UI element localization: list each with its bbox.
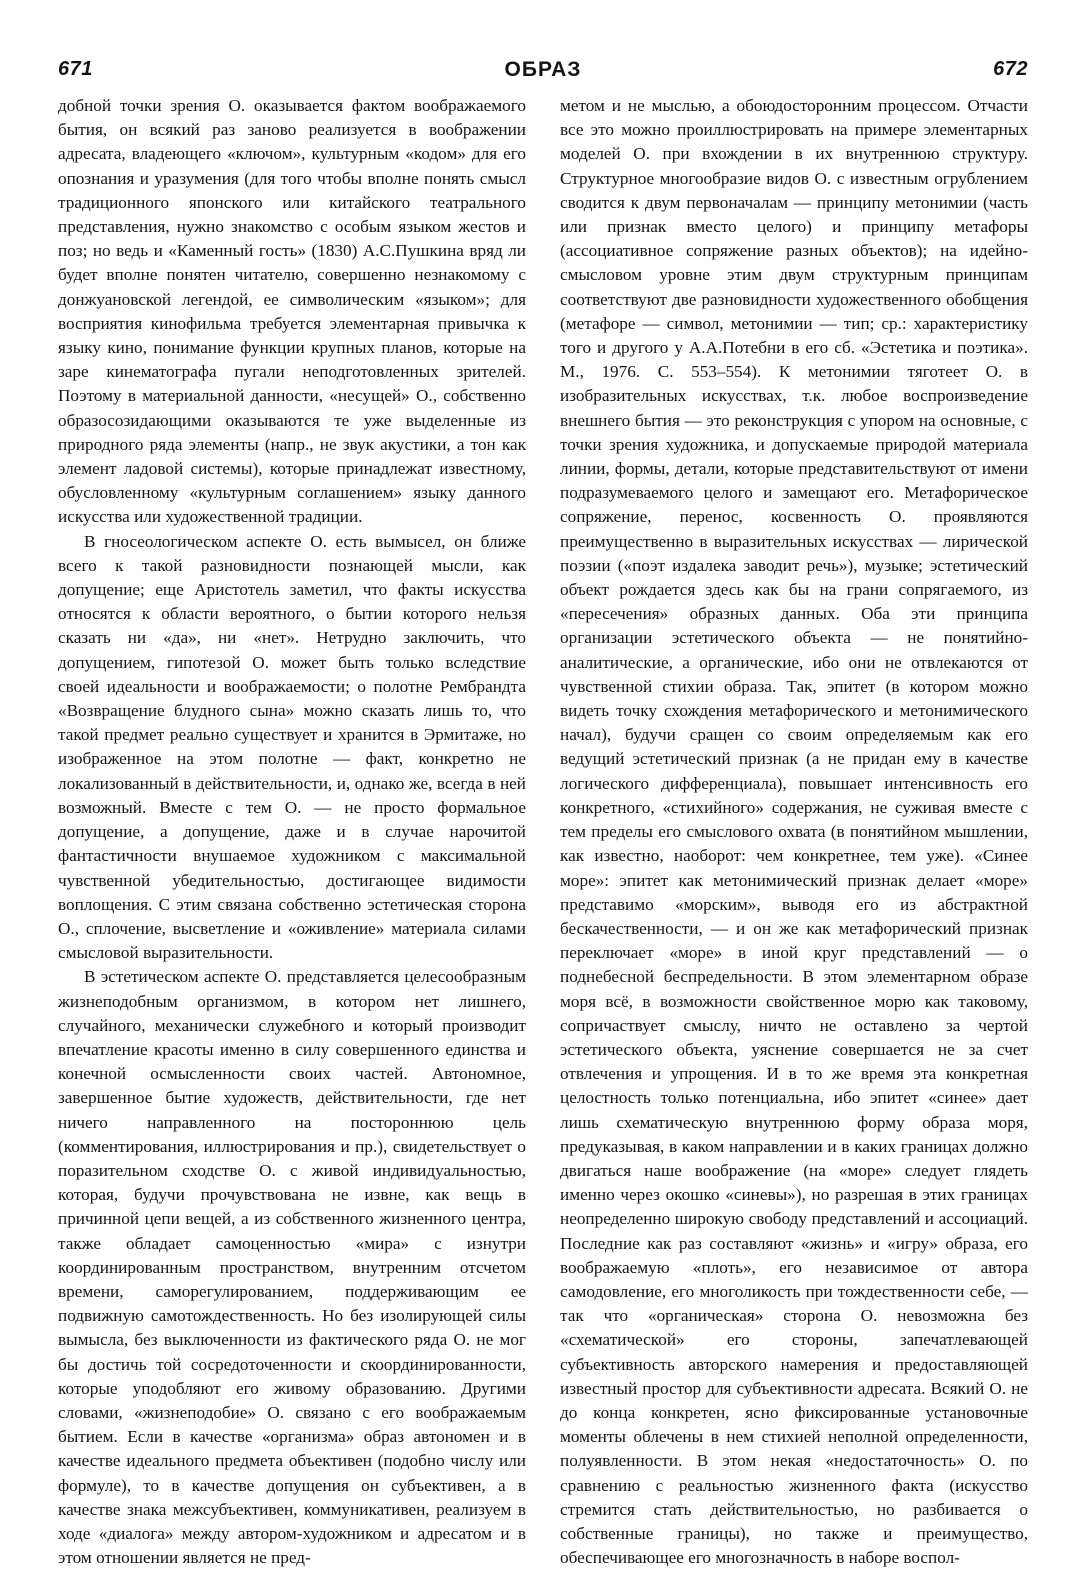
paragraph: метом и не мыслью, а обоюдосторонним процессом. Отчасти все это можно проиллюстрировать на примере элементарных моделей О. при вхождении в их внутреннюю структуру. Структурное многообразие видов О. с известным огрублением сводится к двум первоначалам — принципу метонимии (часть или признак вместо целого) и принципу метафоры (ассоциативное сопряжение разных объектов); на идейно-смысловом уровне этим двум структурным принципам соответствуют две разновидности художественного обобщения (метафоре — символ, метонимии — тип; ср.: характеристику того и другого у А.А.Потебни в его сб. «Эстетика и поэтика». М., 1976. С. 553–554). К метонимии тяготеет О. в изобразительных искусствах, т.к. любое воспроизведение внешнего бытия — это реконструкция с упором на основные, с точки зрения художника, и допускаемые природой материала линии, формы, детали, которые представительствуют от имени подразумеваемого целого и замещают его. Метафорическое сопряжение, перенос, косвенность О. проявляются преимущественно в выразительных искусствах — лирической поэзии («поэт издалека заводит речь»), музыке; эстетический объект рождается здесь как бы на грани сопрягаемого, из «пересечения» образных данных. Оба эти принципа организации эстетического объекта — не понятийно-аналитические, а органические, ибо они не отвлекаются от чувственной стихии образа. Так, эпитет (в котором можно видеть точку схождения метафорического и метонимического начал), будучи сращен со своим определяемым как его ведущий эстетический признак (а не придан ему в качестве логического дифференциала), повышает интенсивность его конкретного, «стихийного» содержания, не суживая вместе с тем пределы его смыслового охвата (в понятийном мышлении, как известно, наоборот: чем конкретнее, тем уже). «Синее море»: эпитет как метонимический признак делает «море» представимо «морским», выводя его из абстрактной бескачественности, — и он же как метафорический признак переключает «море» в иной круг представлений — о поднебесной беспредельности. В этом элементарном образе моря всё, в возможности свойственное морю как таковому, сопричаствует смыслу, ничто не оставлено за чертой эстетического объекта, уяснение совершается не за счет отвлечения и упрощения. И в то же время эта конкретная целостность только потенциальна, ибо эпитет «синее» дает лишь схематическую внутреннюю форму образа моря, предуказывая, в каком направлении и в каких границах должно двигаться наше воображение (на «море» следует глядеть именно через окошко «синевы»), но разрешая в этих границах неопределенно широкую свободу представлений и ассоциаций. Последние как раз составляют «жизнь» и «игру» образа, его воображаемую «плоть», его независимое от автора самодовление, его многоликость при тождественности себе, — так что «органическая» сторона О. невозможна без «схематической» его стороны, запечатлевающей субъективность авторского намерения и предоставляющей известный простор для субъективности адресата. Всякий О. не до конца конкретен, ясно фиксированные установочные моменты облечены в нем стихией неполной определенности, полуявленности. В этом некая «недостаточность» О. по сравнению с реальностью жизненного факта (искусство стремится стать действительностью, но разбивается о собственные границы), но также и преимущество, обеспечивающее его многозначность в наборе воспол-: [560, 96, 1028, 1568]
paragraph: В эстетическом аспекте О. представляется целесообразным жизнеподобным организмом, в котором нет лишнего, случайного, механически служебного и который производит впечатление красоты именно в силу совершенного единства и конечной осмысленности своих частей. Автономное, завершенное бытие художеств, действительности, где нет ничего направленного на постороннюю цель (комментирования, иллюстрирования и пр.), свидетельствует о поразительном сходстве О. с живой индивидуальностью, которая, будучи прочувствована не извне, как вещь в причинной цепи вещей, а из собственного жизненного центра, также обладает самоценностью «мира» с изнутри координированным пространством, внутренним отсчетом времени, саморегулированием, поддерживающим ее подвижную самотождественность. Но без изолирующей силы вымысла, без выключенности из фактического ряда О. не мог бы достичь той сосредоточенности и скоординированности, которые уподобляют его живому образованию. Другими словами, «жизнеподобие» О. связано с его воображаемым бытием. Если в качестве «организма» образ автономен и в качестве идеального предмета объективен (подобно числу или формуле), то в качестве допущения он субъективен, а в качестве знака межсубъективен, коммуникативен, реализуем в ходе «диалога» между автором-художником и адресатом и в этом отношении является не пред-: [58, 967, 526, 1568]
page-header: [58, 58, 1028, 90]
left-text-column: [58, 94, 526, 1570]
paragraph: В гносеологическом аспекте О. есть вымысел, он ближе всего к такой разновидности познающей мысли, как допущение; еще Аристотель заметил, что факты искусства относятся к области вероятного, о бытии которого нельзя сказать ни «да», ни «нет». Нетрудно заключить, что допущением, гипотезой О. может быть только вследствие своей идеальности и воображаемости; о полотне Рембрандта «Возвращение блудного сына» можно сказать лишь то, что такой предмет реально существует и хранится в Эрмитаже, но изображенное на этом полотне — факт, конкретно не локализованный в действительности, и, однако же, всегда в ней возможный. Вместе с тем О. — не просто формальное допущение, а допущение, даже и в случае нарочитой фантастичности внушаемое художником с максимальной чувственной убедительностью, достигающее видимости воплощения. С этим связана собственно эстетическая сторона О., сплочение, высветление и «оживление» материала силами смысловой выразительности.: [58, 531, 526, 963]
running-title: ОБРАЗ: [504, 58, 582, 81]
page-number-right: 672: [993, 58, 1028, 80]
paragraph: добной точки зрения О. оказывается фактом воображаемого бытия, он всякий раз заново реализуется в воображении адресата, владеющего «ключом», культурным «кодом» для его опознания и уразумения (для того чтобы вполне понять смысл традиционного японского или китайского театрального представления, нужно знакомство с особым языком жестов и поз; но ведь и «Каменный гость» (1830) А.С.Пушкина вряд ли будет вполне понятен читателю, совершенно незнакомому с донжуановской легендой, ее символическим «языком»; для восприятия кинофильма требуется элементарная привычка к языку кино, понимание функции крупных планов, которые на заре кинематографа пугали неподготовленных зрителей. Поэтому в материальной данности, «несущей» О., собственно образосозидающими оказываются те уже выделенные из природного ряда элементы (напр., не звук акустики, а тон как элемент ладовой системы), которые принадлежат известному, обусловленному «культурным соглашением» языку данного искусства или художественной традиции.: [58, 96, 526, 527]
page-number-left: 671: [58, 58, 93, 80]
right-text-column: [560, 94, 1028, 1570]
